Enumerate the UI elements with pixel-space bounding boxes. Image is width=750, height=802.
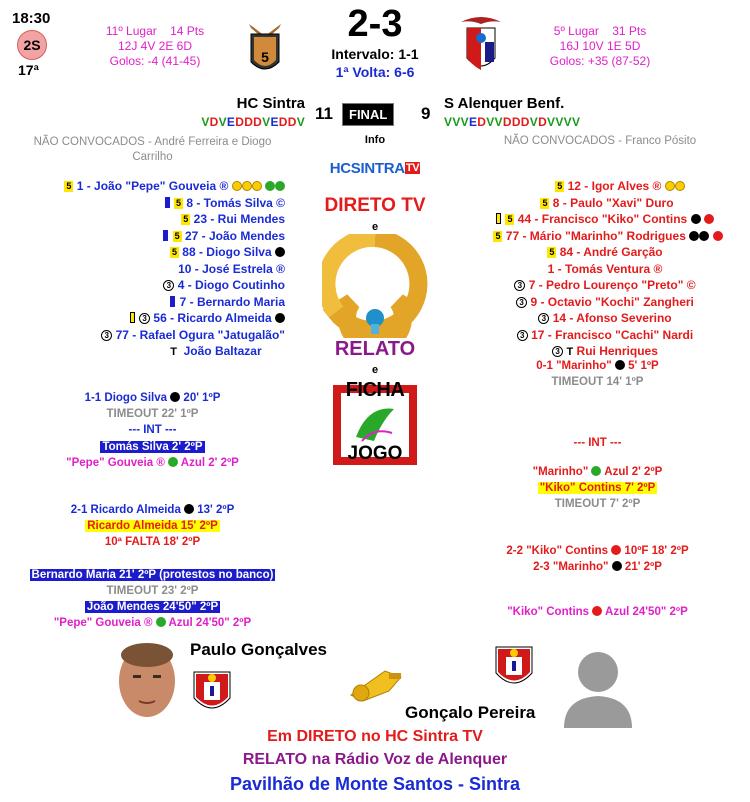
sub-3-icon: 3 [139, 313, 150, 324]
form-result: V [494, 115, 503, 129]
form-result: D [244, 115, 254, 129]
form-result: V [555, 115, 564, 129]
relato-link[interactable]: RELATO [334, 338, 416, 360]
form-result: D [477, 115, 487, 129]
form-result: D [520, 115, 530, 129]
yellow-card-icon [130, 312, 135, 323]
event-timeout: TIMEOUT 23' 2ºP [106, 584, 199, 597]
away-player[interactable]: 3 9 - Octavio "Kochi" Zangheri [470, 294, 740, 311]
shirt-5-icon: 5 [174, 230, 180, 241]
away-standing [525, 24, 675, 69]
referee-1-name: Paulo Gonçalves [190, 640, 327, 659]
whistle-icon [343, 665, 407, 703]
status-final: FINAL [343, 104, 393, 125]
event-timeout: TIMEOUT 14' 1ºP [551, 376, 644, 389]
home-player[interactable]: 3 56 - Ricardo Almeida [10, 310, 285, 327]
event-blue-card: Bernardo Maria 21' 2ºP (protestos no banco) [31, 568, 274, 581]
home-player[interactable]: 5 88 - Diogo Silva [10, 244, 285, 261]
event-goal: 2-1 Ricardo Almeida 13' 2ºP [70, 504, 235, 517]
away-player[interactable]: 5 84 - André Garção [549, 245, 663, 259]
green-card-icon [591, 466, 601, 476]
form-result: E [468, 115, 478, 129]
goal-ball-icon [615, 360, 625, 370]
away-player[interactable]: 3 17 - Francisco "Cachi" Nardi [470, 327, 740, 344]
event-card: "Kiko" Contins Azul 24'50" 2ºP [507, 605, 688, 618]
blue-card-icon [165, 197, 170, 208]
first-leg-score: 1ª Volta: 6-6 [335, 64, 415, 80]
sub-3-icon: 3 [552, 346, 563, 357]
shirt-5-icon: 5 [542, 197, 548, 208]
referee-2-crest-icon [492, 643, 536, 695]
blue-card-icon [163, 230, 168, 241]
round-number: 17ª [18, 62, 39, 78]
away-player[interactable]: 5 44 - Francisco "Kiko" Contins [470, 211, 740, 228]
yellow-ball-icon [665, 181, 675, 191]
home-player[interactable]: 7 - Bernardo Maria [10, 294, 285, 311]
away-player[interactable]: 3 7 - Pedro Lourenço "Preto" © [470, 277, 740, 294]
home-player[interactable]: 10 - José Estrela ® [178, 261, 285, 276]
form-result: V [486, 115, 495, 129]
event-timeout: TIMEOUT 7' 2ºP [554, 498, 641, 511]
goal-ball-icon [275, 247, 285, 257]
event-goal: 1-1 Diogo Silva 20' 1ºP [84, 392, 221, 404]
away-player[interactable]: 5 8 - Paulo "Xavi" Duro [542, 195, 674, 210]
form-result: D [278, 115, 288, 129]
form-result: D [209, 115, 219, 129]
red-card-icon [713, 231, 723, 241]
referee-1-photo-icon [107, 635, 187, 727]
home-player[interactable]: 5 27 - João Mendes [10, 228, 285, 245]
away-points-label: 9 [421, 104, 431, 123]
away-absent: NÃO CONVOCADOS - Franco Pósito [503, 135, 697, 147]
home-team-name: HC Sintra [236, 95, 305, 112]
referee-2-photo-placeholder-icon [560, 642, 636, 728]
event-interval: --- INT --- [573, 437, 622, 450]
away-position: 5º Lugar [553, 24, 599, 38]
home-form-letters [201, 115, 305, 129]
form-result: V [218, 115, 227, 129]
brand-tv: TV [405, 162, 420, 174]
home-pts: 14 Pts [170, 24, 205, 38]
away-form-letters [444, 115, 580, 129]
footer-live: Em DIRETO no HC Sintra TV [267, 728, 483, 745]
green-card-icon [168, 457, 178, 467]
form-result: V [547, 115, 556, 129]
svg-text:5: 5 [261, 49, 269, 65]
event-timeout: TIMEOUT 22' 1ºP [106, 408, 199, 421]
form-result: D [235, 115, 245, 129]
event-interval: --- INT --- [128, 424, 177, 437]
away-events [445, 358, 750, 620]
form-result: E [226, 115, 236, 129]
footer-venue: Pavilhão de Monte Santos - Sintra [229, 774, 521, 794]
form-result: V [201, 115, 210, 129]
shirt-5-icon: 5 [507, 214, 513, 224]
sub-3-icon: 3 [514, 280, 525, 291]
goal-ball-icon [170, 392, 180, 402]
shirt-5-icon: 5 [557, 181, 563, 191]
yellow-ball-icon [252, 181, 262, 191]
and-1: e [371, 221, 379, 233]
away-player[interactable]: 1 - Tomás Ventura ® [547, 261, 663, 276]
coach-icon: T [170, 346, 177, 358]
event-yellow-card: Ricardo Almeida 15' 2ºP [87, 520, 218, 533]
green-card-icon [156, 617, 166, 627]
form-result: D [511, 115, 521, 129]
ficha-text: FICHA [345, 379, 405, 401]
goal-ball-icon [689, 231, 699, 241]
home-standing [85, 24, 225, 69]
score: 2-3 [347, 3, 403, 45]
microphone-logo-icon[interactable] [322, 234, 428, 338]
yellow-ball-icon [232, 181, 242, 191]
home-crest-icon [245, 18, 285, 78]
goal-ball-icon [691, 214, 701, 224]
form-result: V [262, 115, 271, 129]
shirt-5-icon: 5 [495, 230, 501, 241]
event-card: "Pepe" Gouveia ® Azul 2' 2ºP [66, 456, 239, 469]
away-form [444, 115, 580, 129]
green-card-icon [275, 181, 285, 191]
ficha-jogo-logo[interactable] [323, 375, 427, 465]
home-player[interactable]: 5 1 - João "Pepe" Gouveia ® [10, 178, 285, 195]
away-player[interactable]: 3 14 - Afonso Severino [470, 310, 740, 327]
sub-3-icon: 3 [538, 313, 549, 324]
form-result: V [452, 115, 461, 129]
brand-logo[interactable] [300, 160, 450, 177]
form-result: D [538, 115, 548, 129]
goal-ball-icon [612, 561, 622, 571]
form-result: V [563, 115, 572, 129]
form-result: V [571, 115, 581, 129]
league-badge-icon [17, 30, 47, 60]
yellow-ball-icon [675, 181, 685, 191]
home-record: 12J 4V 2E 6D [117, 39, 193, 53]
away-crest-icon [455, 14, 507, 78]
event-goal: 2-2 "Kiko" Contins 10ºF 18' 2ºP [506, 545, 689, 558]
event-foul: 10ª FALTA 18' 2ºP [104, 536, 201, 549]
red-card-icon [592, 606, 602, 616]
away-player[interactable]: 5 12 - Igor Alves ® [470, 178, 740, 195]
form-result: V [529, 115, 539, 129]
red-ball-icon [611, 545, 621, 555]
jogo-text: JOGO [347, 443, 403, 464]
red-card-icon [704, 214, 714, 224]
home-form [100, 115, 305, 129]
and-2: e [371, 364, 379, 376]
home-player[interactable]: 5 23 - Rui Mendes [183, 212, 285, 226]
shirt-5-icon: 5 [66, 181, 72, 191]
home-coach[interactable]: T João Baltazar [170, 344, 262, 358]
home-player[interactable]: 5 8 - Tomás Silva © [10, 195, 285, 212]
goal-ball-icon [699, 231, 709, 241]
form-result: V [460, 115, 469, 129]
yellow-card-icon [496, 213, 501, 224]
halftime-score: Intervalo: 1-1 [331, 46, 419, 62]
sub-3-icon: 3 [101, 330, 112, 341]
shirt-5-icon: 5 [549, 247, 555, 257]
away-goals: Golos: +35 (87-52) [549, 54, 651, 68]
away-player[interactable]: 5 77 - Mário "Marinho" Rodrigues [470, 228, 740, 245]
event-goal: 2-3 "Marinho" 21' 2ºP [533, 561, 662, 574]
home-player[interactable]: 3 4 - Diogo Coutinho [10, 277, 285, 294]
goal-ball-icon [275, 313, 285, 323]
home-absent: NÃO CONVOCADOS - André Ferreira e Diogo Carrilho [33, 136, 272, 163]
match-time: 18:30 [12, 10, 51, 27]
brand-text: HCSINTRA [329, 160, 405, 177]
sub-3-icon: 3 [517, 330, 528, 341]
referee-2-name: Gonçalo Pereira [405, 703, 536, 722]
league-badge-text: 2S [23, 37, 41, 53]
home-points-label: 11 [315, 104, 333, 123]
event-blue-card: Tomás Silva 2' 2ºP [102, 440, 203, 453]
blue-card-icon [170, 296, 175, 307]
form-result: V [444, 115, 453, 129]
coach-icon: T [566, 346, 574, 358]
home-goals: Golos: -4 (41-45) [109, 54, 201, 68]
sub-3-icon: 3 [163, 280, 174, 291]
event-blue-card: João Mendes 24'50" 2ºP [86, 601, 219, 614]
info-link[interactable]: Info [364, 134, 386, 146]
away-coach[interactable]: 3 T Rui Henriques [470, 343, 740, 361]
shirt-5-icon: 5 [171, 247, 177, 257]
footer-radio: RELATO na Rádio Voz de Alenquer [242, 751, 508, 768]
form-result: V [296, 115, 305, 129]
away-pts: 31 Pts [612, 24, 647, 38]
home-events [0, 390, 305, 631]
away-lineup [470, 178, 740, 361]
shirt-5-icon: 5 [175, 197, 181, 208]
event-card: "Pepe" Gouveia ® Azul 24'50" 2ºP [53, 617, 252, 630]
sub-3-icon: 3 [516, 297, 527, 308]
referee-1-crest-icon [190, 668, 234, 720]
green-card-icon [265, 181, 275, 191]
away-team-name: S Alenquer Benf. [444, 95, 565, 112]
yellow-ball-icon [242, 181, 252, 191]
form-result: D [502, 115, 512, 129]
away-record: 16J 10V 1E 5D [559, 39, 641, 53]
event-yellow-card: "Kiko" Contins 7' 2ºP [539, 481, 656, 494]
home-position: 11º Lugar [105, 24, 157, 38]
home-lineup [10, 178, 285, 361]
event-card: "Marinho" Azul 2' 2ºP [532, 465, 663, 478]
form-result: D [253, 115, 263, 129]
form-result: E [270, 115, 279, 129]
form-result: D [287, 115, 297, 129]
direto-tv-link[interactable]: DIRETO TV [324, 195, 426, 216]
goal-ball-icon [184, 504, 194, 514]
home-player[interactable]: 3 77 - Rafael Ogura "Jatugalão" [10, 327, 285, 344]
shirt-5-icon: 5 [183, 214, 189, 224]
event-goal: 0-1 "Marinho" 5' 1ºP [536, 360, 659, 372]
